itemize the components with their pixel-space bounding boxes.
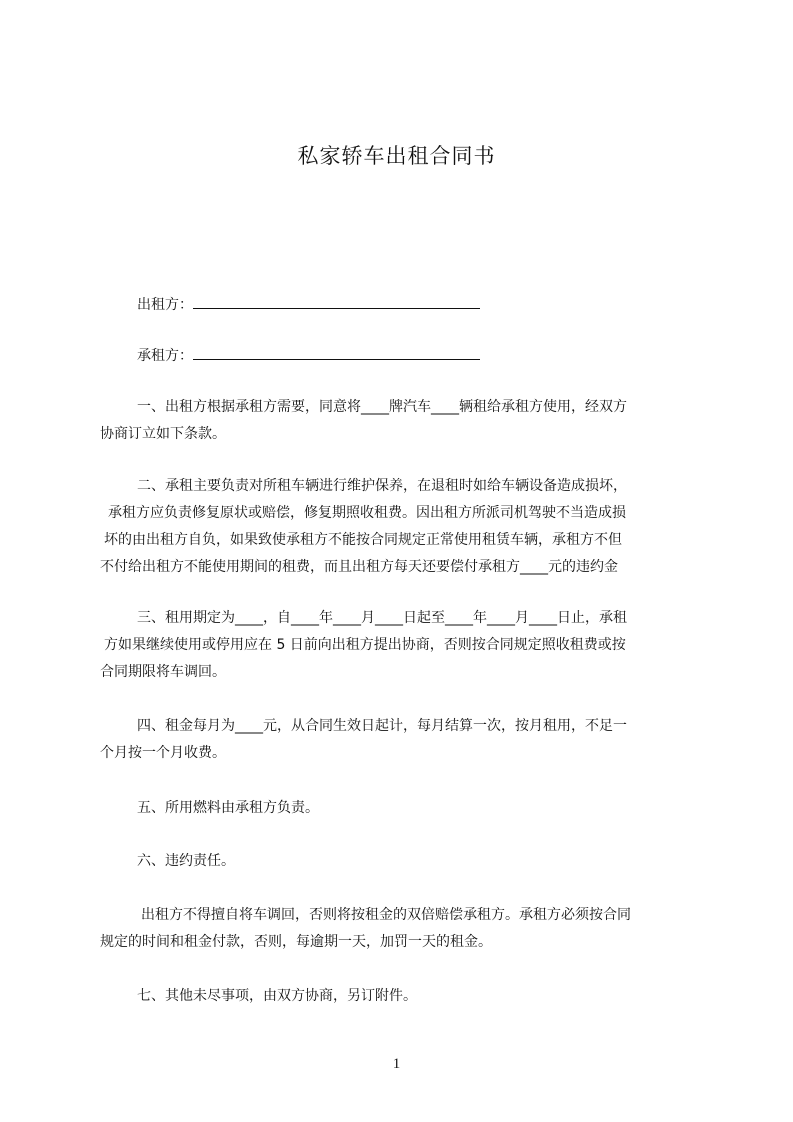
page-number: 1	[392, 1056, 401, 1072]
lessee-field	[137, 345, 480, 366]
clause-line: 三、租用期定为____，自____年____月____日起至____年____月____日止，承租	[137, 610, 627, 626]
clause-line: 五、所用燃料由承租方负责。	[137, 800, 319, 816]
clause-line: 方如果继续使用或停用应在 5 日前向出租方提出协商，否则按合同规定照收租费或按	[104, 637, 626, 653]
clause-5	[100, 795, 700, 822]
clause-3	[100, 605, 700, 686]
lessor-blank-line[interactable]	[193, 294, 480, 309]
clause-line: 规定的时间和租金付款，否则，每逾期一天，加罚一天的租金。	[100, 934, 492, 950]
clause-line: 坏的由出租方自负，如果致使承租方不能按合同规定正常使用租赁车辆，承租方不但	[104, 532, 622, 548]
clause-line: 七、其他未尽事项，由双方协商，另订附件。	[137, 988, 417, 1004]
clause-line: 合同期限将车调回。	[100, 664, 226, 680]
lessee-blank-line[interactable]	[193, 345, 480, 360]
clause-line: 出租方不得擅自将车调回，否则将按租金的双倍赔偿承租方。承租方必须按合同	[141, 907, 631, 923]
lessor-label: 出租方：	[137, 297, 193, 313]
clause-line: 二、承租主要负责对所租车辆进行维护保养，在退租时如给车辆设备造成损坏，	[137, 478, 627, 494]
clause-line: 协商订立如下条款。	[100, 426, 226, 442]
clause-line: 一、出租方根据承租方需要，同意将____牌汽车____辆租给承租方使用，经双方	[137, 399, 627, 415]
lessee-label: 承租方：	[137, 348, 193, 364]
clause-line: 不付给出租方不能使用期间的租费，而且出租方每天还要偿付承租方____元的违约金	[100, 559, 618, 575]
clause-line: 六、违约责任。	[137, 853, 235, 869]
clause-4	[100, 713, 700, 767]
clause-6-detail	[100, 902, 700, 956]
clause-line: 承租方应负责修复原状或赔偿，修复期照收租费。因出租方所派司机驾驶不当造成损	[108, 505, 626, 521]
clause-2	[100, 473, 700, 581]
lessor-field	[137, 294, 480, 315]
clause-1	[100, 394, 700, 448]
document-title: 私家轿车出租合同书	[297, 144, 496, 168]
clause-7	[100, 983, 700, 1010]
clause-line: 四、租金每月为____元，从合同生效日起计，每月结算一次，按月租用，不足一	[137, 718, 627, 734]
clause-line: 个月按一个月收费。	[100, 745, 226, 761]
clause-6	[100, 848, 700, 875]
